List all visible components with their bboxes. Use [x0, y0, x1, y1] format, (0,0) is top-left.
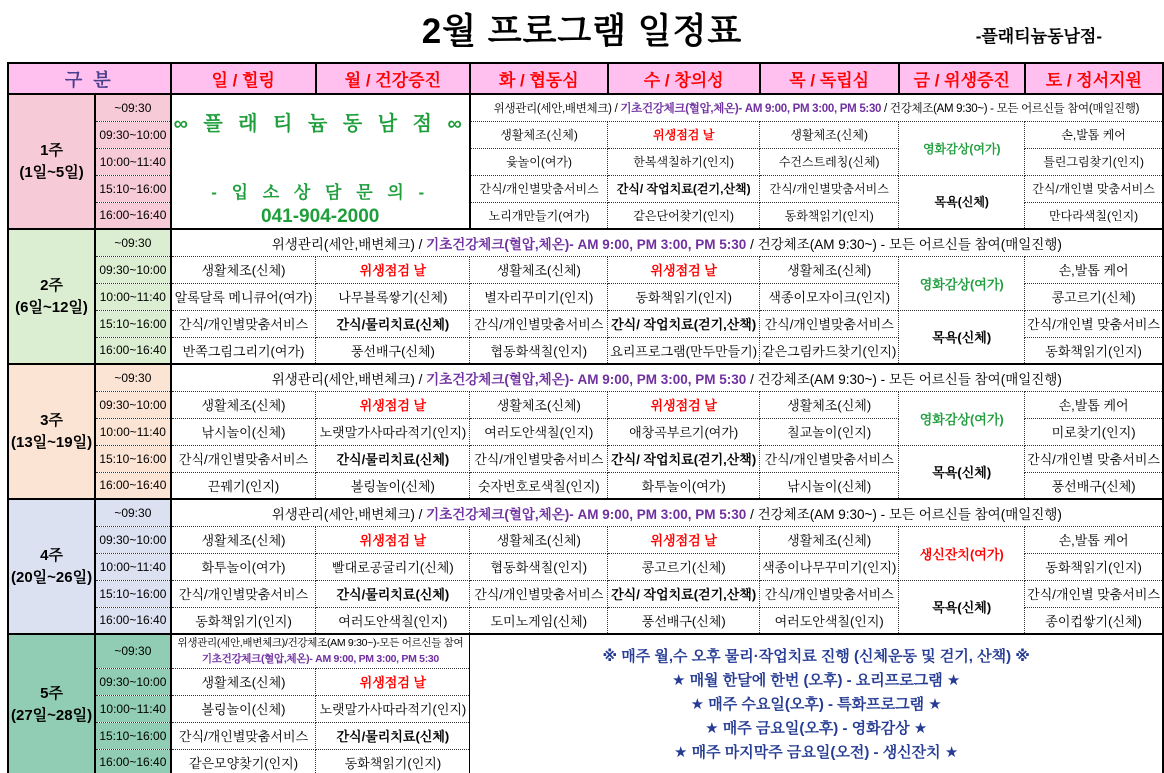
daily-notice-post: / 건강체조(AM 9:30~) - 모든 어르신들 참여(매일진행)	[746, 236, 1062, 252]
time-slot: 15:10~16:00	[95, 580, 170, 607]
activity-cell: 간식/개인별맞춤서비스	[470, 310, 608, 337]
activity-cell: 나무블록쌓기(신체)	[316, 283, 470, 310]
activity-cell: 간식/물리치료(신체)	[316, 445, 470, 472]
daily-notice-pre: 위생관리(세안,배변체크) /	[271, 506, 427, 522]
activity-cell: 생활체조(신체)	[470, 391, 608, 418]
week-label	[8, 229, 95, 364]
activity-cell: 협동화색칠(인지)	[470, 553, 608, 580]
monthly-note-0: ※ 매주 월,수 오후 물리·작업치료 진행 (신체운동 및 걷기, 산책) ※	[602, 648, 1030, 666]
activity-cell: 생활체조(신체)	[760, 526, 899, 553]
activity-cell: 노리개만들기(여가)	[470, 202, 608, 229]
activity-cell: 영화감상(여가)	[899, 391, 1025, 445]
activity-cell: 간식/개인별맞춤서비스	[171, 445, 316, 472]
activity-cell: 생활체조(신체)	[760, 121, 899, 148]
week-name: 3주	[40, 411, 63, 429]
activity-cell: 간식/개인별맞춤서비스	[470, 445, 608, 472]
week-2-row-0	[8, 229, 1163, 256]
day-header-fri: 금 / 위생증진	[899, 63, 1025, 94]
activity-cell: 목욕(신체)	[899, 175, 1025, 229]
time-slot: 16:00~16:40	[95, 472, 170, 499]
activity-cell: 풍선배구(신체)	[608, 607, 760, 634]
daily-notice-post: / 건강체조(AM 9:30~) - 모든 어르신들 참여(매일진행)	[746, 371, 1062, 387]
daily-notice	[470, 94, 1163, 121]
week-label	[8, 634, 95, 773]
activity-cell: 별자리꾸미기(인지)	[470, 283, 608, 310]
activity-cell: 콩고르기(신체)	[1025, 283, 1163, 310]
activity-cell: 영화감상(여가)	[899, 121, 1025, 175]
activity-cell: 볼링놀이(신체)	[316, 472, 470, 499]
activity-cell: 같은그림카드찾기(인지)	[760, 337, 899, 364]
activity-cell: 화투놀이(여가)	[608, 472, 760, 499]
activity-cell: 간식/ 작업치료(걷기,산책)	[608, 445, 760, 472]
day-header-sun: 일 / 힐링	[171, 63, 316, 94]
time-slot: 16:00~16:40	[95, 202, 170, 229]
monthly-schedule-table	[7, 62, 1164, 773]
activity-cell: 미로찾기(인지)	[1025, 418, 1163, 445]
activity-cell: 간식/개인별맞춤서비스	[760, 175, 899, 202]
activity-cell: 손,발톱 케어	[1025, 526, 1163, 553]
daily-notice-pre: 위생관리(세안,배변체크) /	[493, 102, 621, 115]
daily-notice-pre: 위생관리(세안,배변체크) /	[271, 371, 427, 387]
activity-cell: 화투놀이(여가)	[171, 553, 316, 580]
week5-notice-line1: 위생관리(세안,배변체크)/건강체조(AM 9:30~)-모든 어르신들 참여	[177, 637, 464, 649]
activity-cell: 위생점검 날	[316, 668, 470, 695]
monthly-note-2: ★ 매주 수요일(오후) - 특화프로그램 ★	[690, 696, 942, 714]
time-slot: 10:00~11:40	[95, 418, 170, 445]
week-date-range: (20일~26일)	[11, 568, 93, 586]
activity-cell: 생활체조(신체)	[171, 391, 316, 418]
daily-notice-health-check: 기초건강체크(혈압,체온)- AM 9:00, PM 3:00, PM 5:30	[620, 102, 882, 115]
daily-notice-post: / 건강체조(AM 9:30~) - 모든 어르신들 참여(매일진행)	[881, 102, 1140, 115]
activity-cell: 간식/개인별 맞춤서비스	[1025, 310, 1163, 337]
activity-cell: 간식/개인별맞춤서비스	[171, 580, 316, 607]
activity-cell: 목욕(신체)	[899, 580, 1025, 634]
time-slot: 09:30~10:00	[95, 256, 170, 283]
activity-cell: 위생점검 날	[608, 121, 760, 148]
activity-cell: 풍선배구(신체)	[316, 337, 470, 364]
day-header-sat: 토 / 정서지원	[1025, 63, 1163, 94]
activity-cell: 칠교놀이(인지)	[760, 418, 899, 445]
activity-cell: 동화책읽기(인지)	[1025, 553, 1163, 580]
activity-cell: 수건스트레칭(신체)	[760, 148, 899, 175]
activity-cell: 간식/개인별맞춤서비스	[171, 310, 316, 337]
time-slot: 10:00~11:40	[95, 148, 170, 175]
time-slot: 15:10~16:00	[95, 175, 170, 202]
activity-cell: 생활체조(신체)	[470, 256, 608, 283]
time-slot: ~09:30	[95, 94, 170, 121]
activity-cell: 동화책읽기(인지)	[760, 202, 899, 229]
phone-number: 041-904-2000	[261, 206, 380, 227]
time-slot: 09:30~10:00	[95, 121, 170, 148]
activity-cell: 간식/개인별맞춤서비스	[760, 580, 899, 607]
time-slot: ~09:30	[95, 229, 170, 256]
activity-cell: 생활체조(신체)	[470, 121, 608, 148]
activity-cell: 간식/ 작업치료(걷기,산책)	[608, 580, 760, 607]
activity-cell: 색종이모자이크(인지)	[760, 283, 899, 310]
monthly-notes	[470, 634, 1163, 773]
activity-cell: 손,발톱 케어	[1025, 391, 1163, 418]
week-1-row-0	[8, 94, 1163, 121]
activity-cell: 간식/물리치료(신체)	[316, 310, 470, 337]
activity-cell: 숫자번호로색칠(인지)	[470, 472, 608, 499]
week-label	[8, 94, 95, 229]
monthly-note-4: ★ 매주 마지막주 금요일(오전) - 생신잔치 ★	[674, 744, 959, 762]
week-4-row-1	[8, 526, 1163, 553]
page-title: 2월 프로그램 일정표	[421, 12, 743, 51]
day-header-wed: 수 / 창의성	[608, 63, 760, 94]
activity-cell: 요리프로그램(만두만들기)	[608, 337, 760, 364]
activity-cell: 알록달록 메니큐어(여가)	[171, 283, 316, 310]
week-2-row-1	[8, 256, 1163, 283]
activity-cell: 위생점검 날	[316, 256, 470, 283]
activity-cell: 생활체조(신체)	[760, 256, 899, 283]
activity-cell: 간식/개인별맞춤서비스	[470, 175, 608, 202]
activity-cell: 목욕(신체)	[899, 445, 1025, 499]
activity-cell: 목욕(신체)	[899, 310, 1025, 364]
time-slot: 10:00~11:40	[95, 695, 170, 722]
week-name: 4주	[40, 546, 63, 564]
week-label	[8, 364, 95, 499]
time-slot: ~09:30	[95, 364, 170, 391]
activity-cell: 볼링놀이(신체)	[171, 695, 316, 722]
week5-notice-line2: 기초건강체크(혈압,체온)- AM 9:00, PM 3:00, PM 5:30	[201, 653, 439, 666]
week-name: 2주	[40, 276, 63, 294]
activity-cell: 간식/ 작업치료(걷기,산책)	[608, 310, 760, 337]
daily-notice	[171, 229, 1163, 256]
table-corner-header: 구 분	[8, 63, 171, 94]
activity-cell: 간식/개인별맞춤서비스	[171, 722, 316, 749]
activity-cell: 생활체조(신체)	[470, 526, 608, 553]
activity-cell: 생활체조(신체)	[171, 526, 316, 553]
monthly-note-1: ★ 매월 한달에 한번 (오후) - 요리프로그램 ★	[671, 672, 961, 690]
daily-notice-health-check: 기초건강체크(혈압,체온)- AM 9:00, PM 3:00, PM 5:30	[426, 371, 747, 387]
activity-cell: 종이컵쌓기(신체)	[1025, 607, 1163, 634]
activity-cell: 색종이나무꾸미기(인지)	[760, 553, 899, 580]
activity-cell: 반쪽그림그리기(여가)	[171, 337, 316, 364]
activity-cell: 만다라색칠(인지)	[1025, 202, 1163, 229]
activity-cell: 도미노게임(신체)	[470, 607, 608, 634]
activity-cell: 간식/ 작업치료(걷기,산책)	[608, 175, 760, 202]
activity-cell: 간식/물리치료(신체)	[316, 722, 470, 749]
activity-cell: 협동화색칠(인지)	[470, 337, 608, 364]
week-3-row-0	[8, 364, 1163, 391]
time-slot: 09:30~10:00	[95, 526, 170, 553]
week-name: 1주	[40, 141, 63, 159]
activity-cell: 영화감상(여가)	[899, 256, 1025, 310]
activity-cell: 낚시놀이(신체)	[171, 418, 316, 445]
activity-cell: 동화책읽기(인지)	[1025, 337, 1163, 364]
activity-cell: 생활체조(신체)	[171, 668, 316, 695]
activity-cell: 낚시놀이(신체)	[760, 472, 899, 499]
daily-notice-post: / 건강체조(AM 9:30~) - 모든 어르신들 참여(매일진행)	[746, 506, 1062, 522]
facility-name: ∞ 플 래 티 늄 동 남 점 ∞	[173, 113, 467, 135]
activity-cell: 여러도안색칠(인지)	[316, 607, 470, 634]
activity-cell: 간식/물리치료(신체)	[316, 580, 470, 607]
activity-cell: 간식/개인별맞춤서비스	[760, 310, 899, 337]
week-name: 5주	[40, 685, 63, 703]
admission-inquiry-label: - 입 소 상 담 문 의 -	[211, 183, 430, 202]
day-header-mon: 월 / 건강증진	[316, 63, 470, 94]
activity-cell: 끈꿰기(인지)	[171, 472, 316, 499]
activity-cell: 간식/개인별 맞춤서비스	[1025, 175, 1163, 202]
day-header-tue: 화 / 협동심	[470, 63, 608, 94]
activity-cell: 노랫말가사따라적기(인지)	[316, 418, 470, 445]
activity-cell: 콩고르기(신체)	[608, 553, 760, 580]
week-date-range: (13일~19일)	[11, 433, 93, 451]
activity-cell: 윷놀이(여가)	[470, 148, 608, 175]
activity-cell: 애창곡부르기(여가)	[608, 418, 760, 445]
activity-cell: 간식/개인별맞춤서비스	[470, 580, 608, 607]
activity-cell: 생활체조(신체)	[171, 256, 316, 283]
facility-contact-info	[171, 94, 470, 229]
time-slot: 15:10~16:00	[95, 445, 170, 472]
branch-label: -플래티늄동남점-	[975, 27, 1102, 46]
daily-notice-pre: 위생관리(세안,배변체크) /	[271, 236, 427, 252]
week-label	[8, 499, 95, 634]
week-5-row-0	[8, 634, 1163, 668]
activity-cell: 손,발톱 케어	[1025, 121, 1163, 148]
time-slot: ~09:30	[95, 634, 170, 668]
time-slot: 09:30~10:00	[95, 668, 170, 695]
activity-cell: 노랫말가사따라적기(인지)	[316, 695, 470, 722]
header-row	[8, 63, 1163, 94]
week-4-row-3	[8, 580, 1163, 607]
activity-cell: 위생점검 날	[608, 256, 760, 283]
daily-notice	[171, 364, 1163, 391]
activity-cell: 위생점검 날	[608, 391, 760, 418]
activity-cell: 빨대로공굴리기(신체)	[316, 553, 470, 580]
activity-cell: 동화책읽기(인지)	[608, 283, 760, 310]
daily-notice-health-check: 기초건강체크(혈압,체온)- AM 9:00, PM 3:00, PM 5:30	[426, 506, 747, 522]
time-slot: 16:00~16:40	[95, 337, 170, 364]
week-date-range: (1일~5일)	[19, 163, 84, 181]
week-4-row-0	[8, 499, 1163, 526]
activity-cell: 생신잔치(여가)	[899, 526, 1025, 580]
week-3-row-3	[8, 445, 1163, 472]
monthly-note-3: ★ 매주 금요일(오후) - 영화감상 ★	[705, 720, 928, 738]
activity-cell: 한복색칠하기(인지)	[608, 148, 760, 175]
activity-cell: 동화책읽기(인지)	[316, 749, 470, 773]
activity-cell: 위생점검 날	[316, 526, 470, 553]
activity-cell: 위생점검 날	[316, 391, 470, 418]
activity-cell: 여러도안색칠(인지)	[470, 418, 608, 445]
time-slot: 16:00~16:40	[95, 749, 170, 773]
week-date-range: (6일~12일)	[15, 298, 88, 316]
activity-cell: 같은모양찾기(인지)	[171, 749, 316, 773]
day-header-thu: 목 / 독립심	[760, 63, 899, 94]
time-slot: 15:10~16:00	[95, 310, 170, 337]
activity-cell: 틀린그림찾기(인지)	[1025, 148, 1163, 175]
week-3-row-1	[8, 391, 1163, 418]
time-slot: 15:10~16:00	[95, 722, 170, 749]
time-slot: ~09:30	[95, 499, 170, 526]
week5-daily-notice	[171, 634, 470, 668]
activity-cell: 간식/개인별 맞춤서비스	[1025, 580, 1163, 607]
time-slot: 10:00~11:40	[95, 553, 170, 580]
activity-cell: 풍선배구(신체)	[1025, 472, 1163, 499]
activity-cell: 간식/개인별맞춤서비스	[760, 445, 899, 472]
time-slot: 09:30~10:00	[95, 391, 170, 418]
daily-notice	[171, 499, 1163, 526]
activity-cell: 동화책읽기(인지)	[171, 607, 316, 634]
week-2-row-3	[8, 310, 1163, 337]
activity-cell: 생활체조(신체)	[760, 391, 899, 418]
activity-cell: 손,발톱 케어	[1025, 256, 1163, 283]
time-slot: 10:00~11:40	[95, 283, 170, 310]
activity-cell: 여러도안색칠(인지)	[760, 607, 899, 634]
week-date-range: (27일~28일)	[11, 707, 93, 725]
activity-cell: 위생점검 날	[608, 526, 760, 553]
time-slot: 16:00~16:40	[95, 607, 170, 634]
daily-notice-health-check: 기초건강체크(혈압,체온)- AM 9:00, PM 3:00, PM 5:30	[426, 236, 747, 252]
activity-cell: 같은단어찾기(인지)	[608, 202, 760, 229]
activity-cell: 간식/개인별 맞춤서비스	[1025, 445, 1163, 472]
